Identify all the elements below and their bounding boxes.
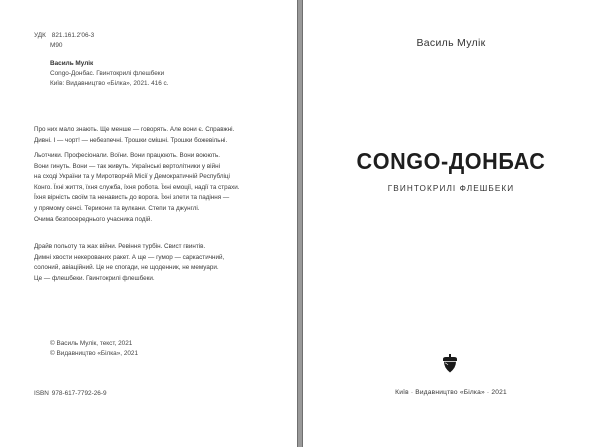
annotation-line: солоний, авіаційний. Це не спогади, не щоденник, не мемуари. bbox=[34, 264, 219, 272]
annotation-line: Їхня вірність своїм та ненависть до ворога. Їхні злети та падіння — bbox=[34, 194, 230, 202]
copyright-publisher: © Видавництво «Білка», 2021 bbox=[50, 350, 139, 357]
biblio-publisher: Київ: Видавництво «Білка», 2021. 416 с. bbox=[50, 80, 169, 87]
bibliographic-record bbox=[50, 59, 169, 89]
isbn-line bbox=[34, 389, 107, 399]
copyright-author: © Василь Мулік, текст, 2021 bbox=[50, 340, 133, 347]
annotation-paragraph-1 bbox=[34, 125, 234, 146]
isbn-label: ISBN bbox=[34, 390, 49, 397]
annotation-line: Конго. Їхні життя, їхня служба, їхня робота. Їхні емоції, надії та страхи. bbox=[34, 183, 240, 191]
udk-line bbox=[34, 31, 94, 41]
copyright-block bbox=[50, 339, 138, 359]
annotation-line: Це — флешбеки. Гвинтокрилі флешбеки. bbox=[34, 274, 155, 282]
udk-label: УДК bbox=[34, 32, 46, 39]
annotation-line: Димні хвости некерованих ракет. А ще — гумор — саркастичний, bbox=[34, 253, 225, 261]
annotation-line: Про них мало знають. Ще менше — говорять. Але вони є. Справжні. bbox=[34, 126, 235, 133]
annotation-line: Льотчики. Професіонали. Воїни. Вони працюють. Вони воюють. bbox=[34, 152, 220, 159]
annotation-line: Очима безпосереднього учасника подій. bbox=[34, 215, 153, 223]
udk-code: 821.161.2'06-3 bbox=[51, 32, 95, 39]
book-subtitle: ГВИНТОКРИЛІ ФЛЕШБЕКИ bbox=[387, 184, 515, 193]
title-page-author: Василь Мулік bbox=[416, 37, 486, 49]
annotation-paragraph-2 bbox=[34, 151, 240, 225]
annotation-paragraph-3 bbox=[34, 242, 224, 284]
book-title: CONGO-ДОНБАС bbox=[356, 148, 546, 174]
annotation-line: Вони гинуть. Вони — так живуть. Українські вертолітники у війні bbox=[34, 162, 220, 170]
biblio-title: Congo-Донбас. Гвинтокрилі флешбеки bbox=[50, 70, 165, 77]
annotation-line: Драйв польоту та жах війни. Ревіння турбін. Свист гвинтів. bbox=[34, 243, 206, 250]
author-mark: М90 bbox=[50, 42, 63, 49]
biblio-author: Василь Мулік bbox=[50, 60, 94, 67]
annotation-line: на сході України та у Миротворчій Місії у Демократичній Республіці bbox=[34, 173, 230, 181]
page-gutter-divider bbox=[297, 0, 303, 447]
annotation-line: Дивні. І — чорт! — небезпечні. Трошки смішні. Трошки божевільні. bbox=[34, 136, 228, 144]
annotation-line: у прямому сенсі. Терикони та вулкани. Степи та джунглі. bbox=[34, 204, 200, 212]
isbn-value: 978-617-7792-26-9 bbox=[51, 390, 107, 397]
acorn-icon bbox=[442, 354, 458, 373]
right-page-title bbox=[302, 0, 600, 447]
title-page-imprint: Київ · Видавництво «Білка» · 2021 bbox=[395, 389, 507, 396]
